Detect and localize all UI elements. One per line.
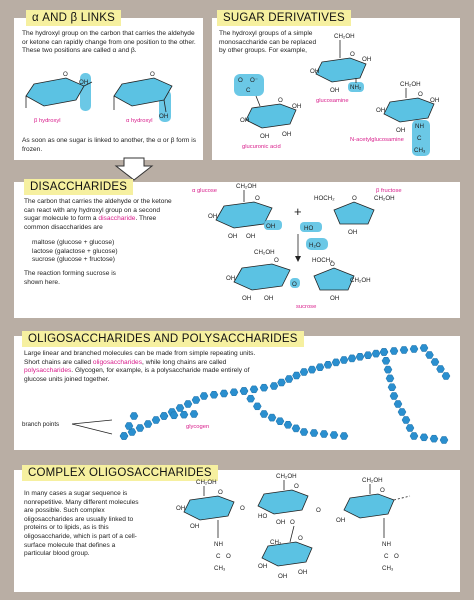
alpha-beta-footer: As soon as one sugar is linked to another, the α or β form is frozen. <box>22 137 197 153</box>
svg-text:O: O <box>274 257 279 264</box>
glucose-unit <box>230 389 238 396</box>
oligo-poly-title: OLIGOSACCHARIDES AND POLYSACCHARIDES <box>22 331 304 347</box>
beta-fructose-label: β fructose <box>376 188 402 194</box>
svg-text:OH: OH <box>362 56 372 63</box>
glucose-unit <box>285 376 293 383</box>
glucose-unit <box>268 414 276 421</box>
svg-text:OH: OH <box>298 569 308 576</box>
svg-text:OH: OH <box>190 523 200 530</box>
svg-text:OH: OH <box>330 295 340 302</box>
sugar-derivatives-title: SUGAR DERIVATIVES <box>217 10 351 26</box>
complex-sugar-1 <box>176 479 234 572</box>
glucose-unit <box>160 413 168 420</box>
oligo-text-c: . Glycogen, for example, is a polysaccharide made entirely of glucose units joined together. <box>24 367 250 383</box>
glucose-unit <box>152 417 160 424</box>
glucose-unit <box>293 372 301 379</box>
svg-text:CH₃: CH₃ <box>270 539 282 546</box>
oligosaccharides-term: oligosaccharides <box>92 358 143 366</box>
glycogen-chain <box>120 345 450 444</box>
svg-text:CH₃: CH₃ <box>414 147 426 154</box>
disaccharides-text-prefix: The carbon that carries the aldehyde or the ketone can react with any hydroxyl group on a second sugar molecule to form a <box>24 198 172 223</box>
glucose-unit <box>192 397 200 404</box>
glucose-unit <box>420 434 428 441</box>
svg-text:OH: OH <box>258 563 268 570</box>
glucose-unit <box>440 437 448 444</box>
svg-text:OH: OH <box>278 573 288 580</box>
list-item: maltose (glucose + glucose) <box>32 239 115 246</box>
complex-sugar-3 <box>258 526 312 580</box>
svg-text:OH: OH <box>276 519 286 526</box>
glucose-unit <box>278 379 286 386</box>
glucose-unit <box>300 429 308 436</box>
glucose-unit <box>410 433 418 440</box>
polysaccharides-term: polysaccharides <box>24 367 72 375</box>
svg-text:O: O <box>218 489 223 496</box>
svg-text:HO: HO <box>304 225 314 232</box>
disaccharides-text-suffix: . Three common disaccharides are <box>24 215 157 231</box>
glucose-unit <box>210 391 218 398</box>
svg-text:O: O <box>350 51 355 58</box>
glucose-unit <box>426 352 434 359</box>
alpha-glucose-label: α glucose <box>192 188 217 194</box>
svg-text:O: O <box>316 507 321 514</box>
svg-text:OH: OH <box>226 275 236 282</box>
glucosamine-label: glucosamine <box>316 98 349 104</box>
svg-text:C: C <box>246 87 251 94</box>
svg-text:O: O <box>352 195 357 202</box>
glucose-unit <box>442 373 450 380</box>
glucose-unit <box>356 353 364 360</box>
glucose-unit <box>130 413 138 420</box>
down-arrow-icon <box>114 158 154 180</box>
svg-text:CH₂OH: CH₂OH <box>334 33 355 40</box>
svg-text:OH: OH <box>376 107 386 114</box>
svg-text:NH₂: NH₂ <box>350 84 362 91</box>
svg-text:C: C <box>417 135 422 142</box>
glucose-unit <box>170 412 178 419</box>
sucrose-label: sucrose <box>296 304 317 310</box>
svg-text:HOCH₂: HOCH₂ <box>314 195 335 202</box>
svg-text:CH₂OH: CH₂OH <box>276 473 297 480</box>
glucose-unit <box>284 421 292 428</box>
svg-text:O: O <box>240 505 245 512</box>
svg-text:OH: OH <box>336 517 346 524</box>
glucose-unit <box>220 390 228 397</box>
alpha-label: α hydroxyl <box>126 118 153 124</box>
complex-oligosaccharide-diagram <box>14 470 460 592</box>
glucose-unit <box>398 409 406 416</box>
svg-text:OH: OH <box>396 127 406 134</box>
sucrose-reaction-diagram <box>14 182 460 318</box>
glucose-unit <box>437 366 445 373</box>
beta-oh: OH <box>79 79 89 86</box>
svg-text:OH: OH <box>310 68 320 75</box>
svg-text:CH₂OH: CH₂OH <box>350 277 371 284</box>
glucose-unit <box>430 435 438 442</box>
list-item: sucrose (glucose + fructose) <box>32 256 116 264</box>
alpha-beta-title: α AND β LINKS <box>26 10 121 26</box>
alpha-ring-o: O <box>150 71 155 78</box>
glucose-unit <box>144 421 152 428</box>
glucose-unit <box>300 369 308 376</box>
glucose-unit <box>260 384 268 391</box>
beta-glucose-ring <box>26 71 92 124</box>
complex-sugar-4 <box>336 477 410 572</box>
svg-text:CH₂OH: CH₂OH <box>400 81 421 88</box>
glycogen-label: glycogen <box>186 424 210 430</box>
glucose-unit <box>316 364 324 371</box>
glucose-unit <box>386 375 394 382</box>
beta-ring-o: O <box>63 71 68 78</box>
svg-text:OH: OH <box>264 295 274 302</box>
n-acetylglucosamine-molecule <box>350 81 439 156</box>
glucose-unit <box>136 425 144 432</box>
svg-text:OH: OH <box>242 295 252 302</box>
svg-text:OH: OH <box>330 87 340 94</box>
svg-text:CH₂OH: CH₂OH <box>236 183 257 190</box>
svg-text:OH: OH <box>282 131 292 138</box>
glucose-unit <box>240 388 248 395</box>
glucose-unit <box>176 405 184 412</box>
glucose-unit <box>390 348 398 355</box>
complex-sugar-2 <box>258 473 308 526</box>
sugar-derivatives-diagram <box>212 18 460 160</box>
glucose-unit <box>184 401 192 408</box>
svg-text:OH: OH <box>292 103 302 110</box>
glucuronic-label: glucuronic acid <box>242 144 281 150</box>
glucose-unit <box>382 357 390 364</box>
svg-text:OH: OH <box>240 117 250 124</box>
svg-text:O: O <box>278 97 283 104</box>
glucose-unit <box>431 359 439 366</box>
svg-text:O: O <box>394 553 399 560</box>
svg-text:O⁻: O⁻ <box>250 77 259 84</box>
svg-text:HO: HO <box>258 513 268 520</box>
glucose-unit <box>190 411 198 418</box>
svg-text:CH₂OH: CH₂OH <box>362 477 383 484</box>
svg-text:OH: OH <box>246 233 256 240</box>
disaccharide-term: disaccharide <box>98 215 136 223</box>
svg-text:OH: OH <box>228 233 238 240</box>
svg-text:CH₂OH: CH₂OH <box>254 249 275 256</box>
list-item: lactose (galactose + glucose) <box>32 247 118 255</box>
glucose-unit <box>364 352 372 359</box>
svg-text:NH: NH <box>214 541 223 548</box>
svg-text:O: O <box>290 519 295 526</box>
glucose-unit <box>348 355 356 362</box>
svg-text:O: O <box>238 77 243 84</box>
glucose-unit <box>340 357 348 364</box>
glucose-unit <box>406 425 414 432</box>
beta-fructose-molecule <box>300 195 395 236</box>
glucose-unit <box>340 433 348 440</box>
disaccharides-title: DISACCHARIDES <box>24 179 133 195</box>
svg-text:O: O <box>298 535 303 542</box>
svg-text:OH: OH <box>348 229 358 236</box>
glucose-unit <box>292 425 300 432</box>
svg-text:O: O <box>330 261 335 268</box>
water-label: H₂O <box>309 242 321 249</box>
glucose-unit <box>250 386 258 393</box>
glucose-unit <box>394 401 402 408</box>
alpha-beta-text: The hydroxyl group on the carbon that carries the aldehyde or ketone can rapidly change from one position to the other. These two positions are called α and β. <box>22 30 196 55</box>
svg-text:CH₂OH: CH₂OH <box>196 479 217 486</box>
glucose-unit <box>247 395 255 402</box>
svg-text:O: O <box>380 487 385 494</box>
svg-text:C: C <box>216 553 221 560</box>
svg-text:NH: NH <box>415 123 424 130</box>
glucose-unit <box>372 350 380 357</box>
glucose-unit <box>260 411 268 418</box>
svg-text:O: O <box>294 483 299 490</box>
glucose-unit <box>276 418 284 425</box>
glucose-unit <box>320 431 328 438</box>
oligo-text-a: Large linear and branched molecules can be made from simple repeating units. Short chains are called <box>24 350 256 366</box>
svg-text:O: O <box>292 281 297 288</box>
glucose-unit <box>330 432 338 439</box>
svg-text:NH: NH <box>382 541 391 548</box>
glucose-unit <box>380 349 388 356</box>
glucose-unit <box>420 345 428 352</box>
alpha-oh: OH <box>159 113 169 120</box>
alpha-glucose-ring <box>114 71 172 124</box>
svg-text:O: O <box>418 91 423 98</box>
svg-text:OH: OH <box>176 505 186 512</box>
glucose-unit <box>120 433 128 440</box>
glucose-unit <box>388 384 396 391</box>
glucosamine-molecule <box>310 33 371 104</box>
svg-text:O: O <box>226 553 231 560</box>
glucose-unit <box>125 423 133 430</box>
glucose-unit <box>402 417 410 424</box>
glucuronic-acid-molecule <box>234 74 301 150</box>
complex-text: In many cases a sugar sequence is nonrepetitive. Many different molecules are possible. Such complex oligosaccharides are usually linked to proteins or to lipids, as is this oligosaccharide, which is part of a cell-surface molecule that defines a particular blood group. <box>24 490 139 558</box>
complex-title: COMPLEX OLIGOSACCHARIDES <box>22 465 218 481</box>
alpha-glucose-molecule <box>208 183 282 240</box>
plus-sign: + <box>294 204 302 219</box>
sugar-derivatives-text: The hydroxyl groups of a simple monosaccharide can be replaced by other groups. For example, <box>219 30 317 55</box>
glucose-unit <box>270 383 278 390</box>
svg-text:CH₂OH: CH₂OH <box>374 195 395 202</box>
svg-text:HOCH₂: HOCH₂ <box>312 257 333 264</box>
glycogen-diagram <box>14 336 460 450</box>
disaccharides-footer: The reaction forming sucrose is shown here. <box>24 270 116 286</box>
glucose-unit <box>324 361 332 368</box>
glucose-unit <box>200 393 208 400</box>
glucose-unit <box>180 411 188 418</box>
branch-points-label: branch points <box>22 421 60 428</box>
svg-text:OH: OH <box>266 223 276 230</box>
glucose-unit <box>332 359 340 366</box>
svg-text:O: O <box>255 195 260 202</box>
svg-text:OH: OH <box>260 133 270 140</box>
glucose-unit <box>253 403 261 410</box>
svg-text:OH: OH <box>430 97 440 104</box>
svg-text:C: C <box>384 553 389 560</box>
svg-text:OH: OH <box>208 213 218 220</box>
oligo-text-b: , while long chains are called <box>142 358 227 366</box>
glucose-unit <box>410 346 418 353</box>
glucose-unit <box>308 366 316 373</box>
glucose-unit <box>390 393 398 400</box>
glucose-unit <box>310 430 318 437</box>
glucose-unit <box>384 366 392 373</box>
acetyl-label: N-acetylglucosamine <box>350 137 404 143</box>
glucose-unit <box>400 347 408 354</box>
svg-text:CH₃: CH₃ <box>214 565 226 572</box>
svg-text:CH₃: CH₃ <box>382 565 394 572</box>
beta-label: β hydroxyl <box>34 118 61 124</box>
